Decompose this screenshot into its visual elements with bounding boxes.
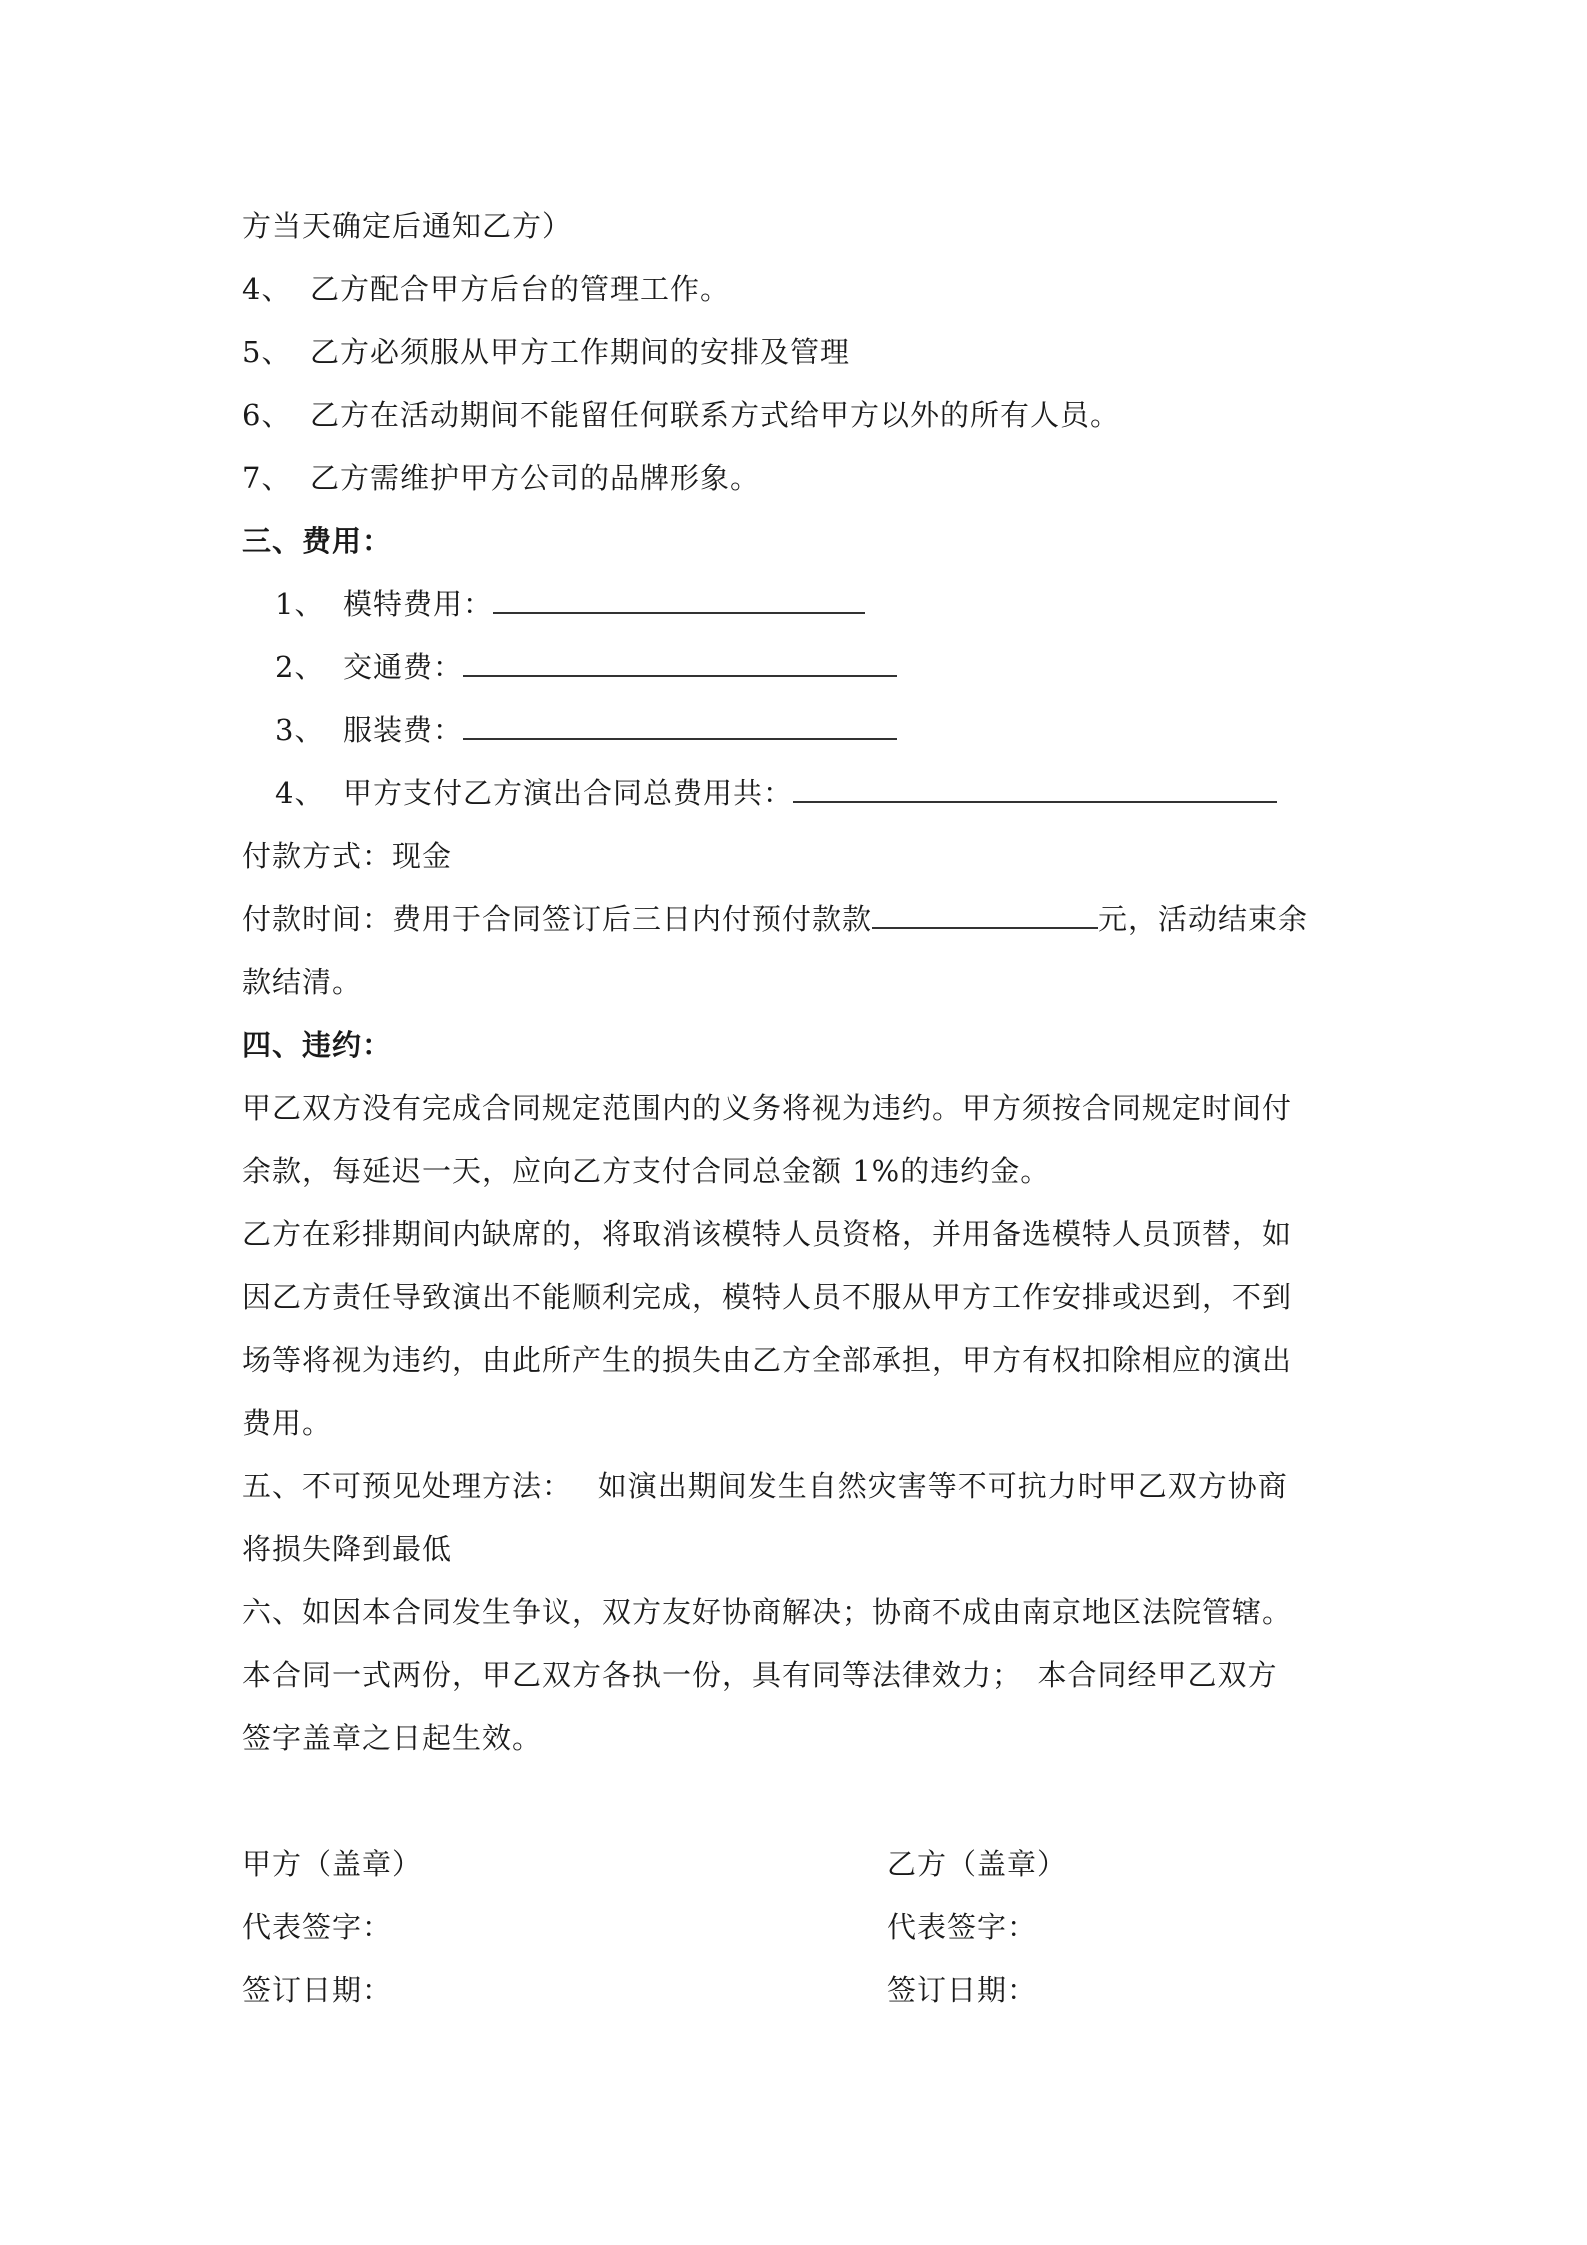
- fee-label: 模特费用：: [343, 587, 494, 621]
- item-number: 5、: [242, 335, 292, 369]
- fee-number: 4、: [275, 776, 325, 810]
- item-number: 6、: [242, 398, 292, 432]
- list-item: [242, 397, 1352, 433]
- fee-item: [275, 586, 1385, 622]
- item-text: 乙方在活动期间不能留任何联系方式给甲方以外的所有人员。: [310, 398, 1121, 432]
- fee-label: 服装费：: [343, 713, 464, 747]
- breach-line: 乙方在彩排期间内缺席的，将取消该模特人员资格，并用备选模特人员顶替，如: [242, 1217, 1293, 1251]
- fee-item: [275, 649, 1385, 685]
- breach-line: 余款，每延迟一天，应向乙方支付合同总金额 1%的违约金。: [242, 1154, 1051, 1188]
- payment-time-text-2: 元，活动结束余: [1098, 902, 1309, 936]
- payment-time: [242, 901, 1352, 937]
- list-item: [242, 460, 1352, 496]
- force-majeure-line: 五、不可预见处理方法： 如演出期间发生自然灾害等不可抗力时甲乙双方协商: [242, 1469, 1288, 1503]
- party-b-seal: 乙方（盖章）: [887, 1847, 1068, 1881]
- payment-time-cont: 款结清。: [242, 965, 363, 999]
- payment-time-text: 付款时间：费用于合同签订后三日内付预付款款: [242, 902, 873, 936]
- breach-line: 费用。: [242, 1406, 333, 1440]
- party-b-date: 签订日期：: [887, 1973, 1038, 2007]
- dispute-line: 签字盖章之日起生效。: [242, 1721, 543, 1755]
- party-b-signature: 代表签字：: [887, 1910, 1038, 1944]
- item-text: 乙方需维护甲方公司的品牌形象。: [310, 461, 761, 495]
- fee-number: 3、: [275, 713, 325, 747]
- fee-label: 交通费：: [343, 650, 464, 684]
- section-title-breach: 四、违约：: [242, 1028, 393, 1062]
- dispute-line: 本合同一式两份，甲乙双方各执一份，具有同等法律效力； 本合同经甲乙双方: [242, 1658, 1278, 1692]
- party-a-signature: 代表签字：: [242, 1910, 393, 1944]
- fee-item: [275, 775, 1385, 811]
- dispute-line: 六、如因本合同发生争议，双方友好协商解决；协商不成由南京地区法院管辖。: [242, 1595, 1293, 1629]
- fee-label: 甲方支付乙方演出合同总费用共：: [343, 776, 794, 810]
- party-a-date: 签订日期：: [242, 1973, 393, 2007]
- item-text: 乙方配合甲方后台的管理工作。: [310, 272, 731, 306]
- fee-number: 2、: [275, 650, 325, 684]
- fee-blank: [493, 586, 865, 614]
- breach-line: 因乙方责任导致演出不能顺利完成，模特人员不服从甲方工作安排或迟到，不到: [242, 1280, 1293, 1314]
- fee-blank: [463, 649, 897, 677]
- breach-line: 甲乙双方没有完成合同规定范围内的义务将视为违约。甲方须按合同规定时间付: [242, 1091, 1293, 1125]
- fee-item: [275, 712, 1385, 748]
- payment-method: 付款方式：现金: [242, 839, 453, 873]
- force-majeure-line: 将损失降到最低: [242, 1532, 453, 1566]
- list-item: [242, 334, 1352, 370]
- section-title-fees: 三、费用：: [242, 524, 393, 558]
- fee-number: 1、: [275, 587, 325, 621]
- fee-blank: [463, 712, 897, 740]
- item-number: 7、: [242, 461, 292, 495]
- party-a-seal: 甲方（盖章）: [242, 1847, 423, 1881]
- deposit-blank: [872, 901, 1098, 929]
- continued-line: 方当天确定后通知乙方）: [242, 209, 573, 243]
- item-text: 乙方必须服从甲方工作期间的安排及管理: [310, 335, 851, 369]
- list-item: [242, 271, 1352, 307]
- item-number: 4、: [242, 272, 292, 306]
- fee-blank: [793, 775, 1277, 803]
- breach-line: 场等将视为违约，由此所产生的损失由乙方全部承担，甲方有权扣除相应的演出: [242, 1343, 1293, 1377]
